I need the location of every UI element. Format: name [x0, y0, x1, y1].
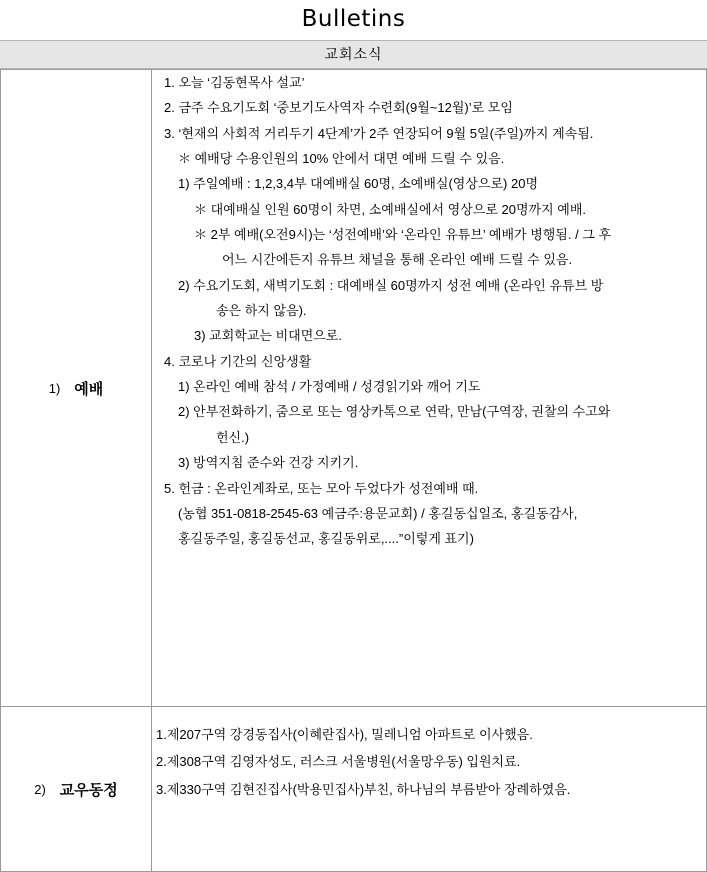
list-item: ＊ 대예배실 인원 60명이 차면, 소예배실에서 영상으로 20명까지 예배.: [194, 201, 586, 217]
list-item: 2) 안부전화하기, 줌으로 또는 영상카톡으로 연락, 만남(구역장, 권찰의 수고와: [178, 404, 611, 420]
list-item: 헌신.): [216, 429, 250, 445]
list-item: (농협 351-0818-2545-63 예금주:용문교회) / 홍길동십일조, 홍길동감사,: [178, 505, 578, 521]
list-item: 어느 시간에든지 유튜브 채널을 통해 온라인 예배 드릴 수 있음.: [222, 252, 573, 268]
section-content-worship: [152, 70, 707, 707]
list-item: 1. 오늘 ‘김동현목사 설교’: [164, 75, 305, 90]
subtitle-banner: 교회소식: [0, 40, 707, 69]
section-title: 교우동정: [59, 781, 118, 799]
section-number: 2): [34, 781, 46, 797]
list-item: 송은 하지 않음).: [216, 303, 307, 319]
list-item: 4. 코로나 기간의 신앙생활: [164, 353, 312, 369]
table-row: [1, 70, 707, 707]
list-item: 3.제330구역 김현진집사(박용민집사)부친, 하나님의 부름받아 장례하였음.: [156, 781, 571, 797]
list-item: 5. 헌금 : 온라인계좌로, 또는 모아 두었다가 성전예배 때.: [164, 480, 479, 496]
page-title: Bulletins: [301, 6, 406, 32]
list-item: 1.제207구역 강경동집사(이혜란집사), 밀레니엄 아파트로 이사했음.: [156, 727, 533, 742]
list-item: ＊ 2부 예배(오전9시)는 ‘성전예배’와 ‘온라인 유튜브’ 예배가 병행됨. / 그 후: [194, 227, 612, 243]
list-item: 2. 금주 수요기도회 ‘중보기도사역자 수련회(9월~12월)’로 모임: [164, 100, 513, 116]
list-item: 1) 온라인 예배 참석 / 가정예배 / 성경읽기와 깨어 기도: [178, 379, 481, 395]
section-number: 1): [48, 380, 61, 396]
list-item: 2.제308구역 김영자성도, 러스크 서울병원(서울망우동) 입원치료.: [156, 754, 521, 770]
section-title: 예배: [74, 380, 104, 398]
bulletin-table: [0, 69, 707, 872]
list-item: 1) 주일예배 : 1,2,3,4부 대예배실 60명, 소예배실(영상으로) 20명: [178, 176, 539, 192]
section-content-news: [152, 707, 707, 872]
section-label-news: [1, 707, 152, 872]
section-label-worship: [1, 70, 152, 707]
list-item: 3) 방역지침 준수와 건강 지키기.: [178, 455, 359, 471]
list-item: ＊ 예배당 수용인원의 10% 안에서 대면 예배 드릴 수 있음.: [178, 151, 505, 167]
table-row: [1, 707, 707, 872]
list-item: 3) 교회학교는 비대면으로.: [194, 328, 342, 344]
list-item: 홍길동주일, 홍길동선교, 홍길동위로,....”이렇게 표기): [178, 531, 474, 547]
list-item: 2) 수요기도회, 새벽기도회 : 대예배실 60명까지 성전 예배 (온라인 유튜브 방: [178, 277, 604, 293]
list-item: 3. ‘현재의 사회적 거리두기 4단계’가 2주 연장되어 9월 5일(주일)까지 계속됨.: [164, 125, 594, 141]
